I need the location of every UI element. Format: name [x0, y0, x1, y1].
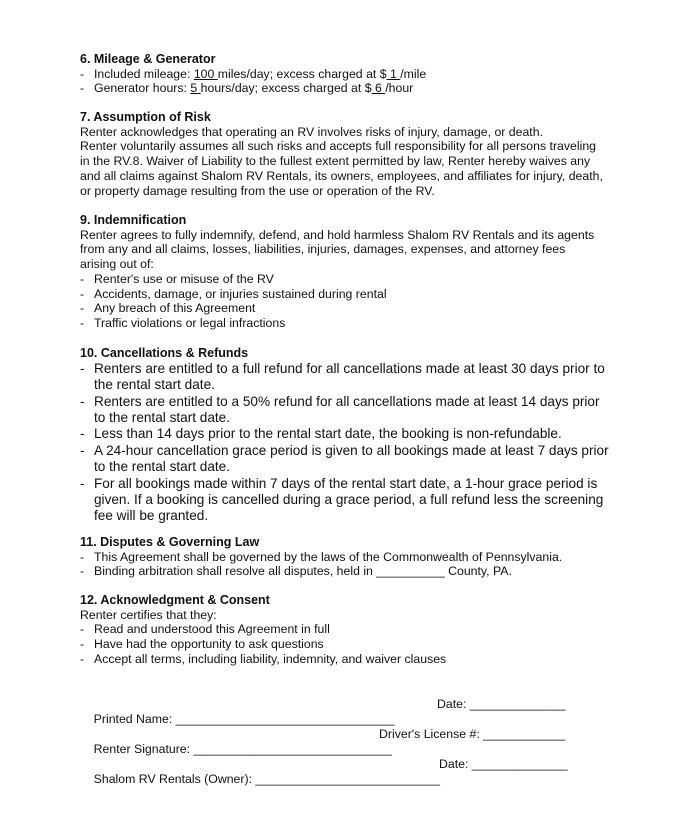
paragraph-line: Renter agrees to fully indemnify, defend, and hold harmless Shalom RV Rentals and its agents — [80, 227, 595, 242]
list-item: - A 24-hour cancellation grace period is given to all bookings made at least 7 days prior to the rental start date. — [80, 442, 609, 475]
section-title: 12. Acknowledgment & Consent — [80, 593, 270, 607]
list-item: - Traffic violations or legal infractions — [80, 315, 286, 330]
paragraph-line: Renter acknowledges that operating an RV involves risks of injury, damage, or death. — [80, 124, 543, 139]
paragraph-line: or property damage resulting from the use or operation of the RV. — [80, 183, 435, 198]
section-indemnification — [80, 213, 620, 331]
paragraph-line: arising out of: — [80, 257, 154, 272]
section-disputes-governing-law — [80, 535, 620, 579]
paragraph-line: and all claims against Shalom RV Rentals, its owners, employees, and affiliates for injury, death, — [80, 168, 603, 183]
printed-name-field[interactable]: Printed Name: ________________________________ — [93, 711, 395, 726]
paragraph-line: in the RV.8. Waiver of Liability to the fullest extent permitted by law, Renter hereby waives any — [80, 154, 591, 169]
paragraph-line: from any and all claims, losses, liabilities, injuries, damages, expenses, and attorney fees — [80, 242, 566, 257]
list-item: - Renters are entitled to a 50% refund for all cancellations made at least 14 days prior to the rental start date. — [80, 393, 600, 425]
section-cancellations-refunds — [80, 346, 620, 525]
list-item: - Binding arbitration shall resolve all disputes, held in __________ County, PA. — [80, 564, 512, 579]
drivers-license-field[interactable]: Driver's License #: ____________ — [379, 727, 566, 741]
paragraph-line: Renter certifies that they: — [80, 607, 217, 622]
paragraph-line: Renter voluntarily assumes all such risks and accepts full responsibility for all persons traveling — [80, 139, 597, 154]
list-item: - This Agreement shall be governed by the laws of the Commonwealth of Pennsylvania. — [80, 549, 563, 564]
list-item: - Accept all terms, including liability, indemnity, and waiver clauses — [80, 651, 447, 666]
list-item: - Renters are entitled to a full refund for all cancellations made at least 30 days prior to the rental start date. — [80, 360, 605, 393]
list-item: - Less than 14 days prior to the rental start date, the booking is non-refundable. — [80, 426, 562, 442]
list-item: - Any breach of this Agreement — [80, 301, 256, 316]
date-field[interactable]: Date: ______________ — [437, 697, 566, 711]
list-item: - Included mileage: 100 miles/day; excess charged at $ 1 /mile — [80, 66, 427, 81]
owner-signature-field[interactable]: Shalom RV Rentals (Owner): ___________________________ — [93, 771, 441, 786]
section-title: 10. Cancellations & Refunds — [80, 346, 249, 360]
list-item: - Accidents, damage, or injuries sustained during rental — [80, 286, 387, 301]
list-item: - Generator hours: 5 hours/day; excess charged at $ 6 /hour — [80, 81, 414, 96]
signature-row-owner — [80, 757, 580, 816]
section-title: 9. Indemnification — [80, 213, 187, 227]
list-item: - Have had the opportunity to ask questions — [80, 637, 324, 652]
list-item: - For all bookings made within 7 days of the rental start date, a 1-hour grace period is given. If a booking is cancelled during a grace period, a full refund less the screening fee will be granted. — [80, 475, 604, 524]
section-assumption-of-risk — [80, 110, 620, 198]
list-item: - Read and understood this Agreement in full — [80, 622, 330, 637]
date-field[interactable]: Date: ______________ — [439, 757, 568, 771]
section-title: 6. Mileage & Generator — [80, 52, 216, 66]
section-acknowledgment-consent — [80, 593, 620, 667]
section-title: 7. Assumption of Risk — [80, 110, 211, 124]
section-title: 11. Disputes & Governing Law — [80, 535, 260, 549]
section-mileage-generator — [80, 52, 620, 96]
renter-signature-field[interactable]: Renter Signature: _____________________________ — [93, 741, 392, 756]
list-item: - Renter's use or misuse of the RV — [80, 271, 274, 286]
